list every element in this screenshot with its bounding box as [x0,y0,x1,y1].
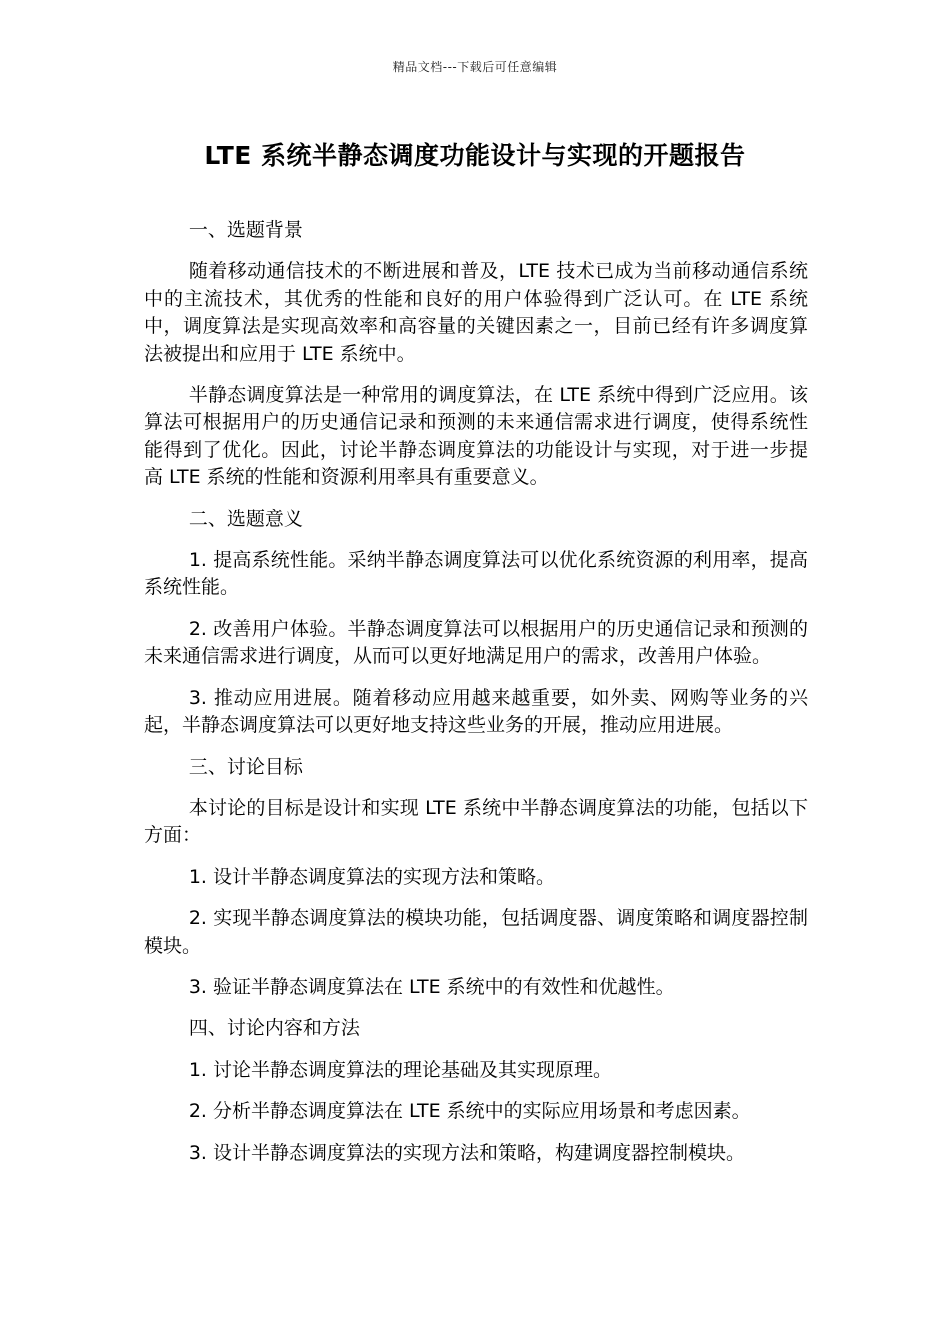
section-heading-significance: 二、选题意义 [188,507,303,530]
document-title: LTE 系统半静态调度功能设计与实现的开题报告 [204,141,746,170]
list-item-method-3: 3. 设计半静态调度算法的实现方法和策略，构建调度器控制模块。 [188,1141,745,1164]
list-item-objective-1: 1. 设计半静态调度算法的实现方法和策略。 [188,865,555,888]
list-item-objective-2: 2. 实现半静态调度算法的模块功能，包括调度器、调度策略和调度器控制模块。 [144,907,808,957]
list-item-objective-3: 3. 验证半静态调度算法在 LTE 系统中的有效性和优越性。 [188,975,675,998]
section-heading-background: 一、选题背景 [188,219,303,241]
list-item-method-1: 1. 讨论半静态调度算法的理论基础及其实现原理。 [188,1058,612,1081]
header-note: 精品文档---下载后可任意编辑 [392,60,558,74]
list-item-significance-3: 3. 推动应用进展。随着移动应用越来越重要，如外卖、网购等业务的兴起，半静态调度算法可以更好地支持这些业务的开展，推动应用进展。 [144,686,808,737]
section-heading-methods: 四、讨论内容和方法 [188,1017,360,1040]
list-item-significance-2: 2. 改善用户体验。半静态调度算法可以根据用户的历史通信记录和预测的未来通信需求进行调度，从而可以更好地满足用户的需求，改善用户体验。 [144,617,808,668]
section-heading-objectives: 三、讨论目标 [188,755,303,778]
paragraph-objectives: 本讨论的目标是设计和实现 LTE 系统中半静态调度算法的功能，包括以下方面： [144,796,808,847]
paragraph-background-1: 随着移动通信技术的不断进展和普及，LTE 技术已成为当前移动通信系统中的主流技术，其优秀的性能和良好的用户体验得到广泛认可。在 LTE 系统中，调度算法是实现高效率和高容量的关键因素之一，目前已经有许多调度算法被提出和应用于 LTE 系统中。 [144,260,808,365]
paragraph-background-2: 半静态调度算法是一种常用的调度算法，在 LTE 系统中得到广泛应用。该算法可根据用户的历史通信记录和预测的未来通信需求进行调度，使得系统性能得到了优化。因此，讨论半静态调度算法的功能设计与实现，对于进一步提高 LTE 系统的性能和资源利用率具有重要意义。 [144,384,808,489]
list-item-significance-1: 1. 提高系统性能。采纳半静态调度算法可以优化系统资源的利用率，提高系统性能。 [144,549,808,599]
list-item-method-2: 2. 分析半静态调度算法在 LTE 系统中的实际应用场景和考虑因素。 [188,1100,751,1123]
document-body [144,217,808,1181]
